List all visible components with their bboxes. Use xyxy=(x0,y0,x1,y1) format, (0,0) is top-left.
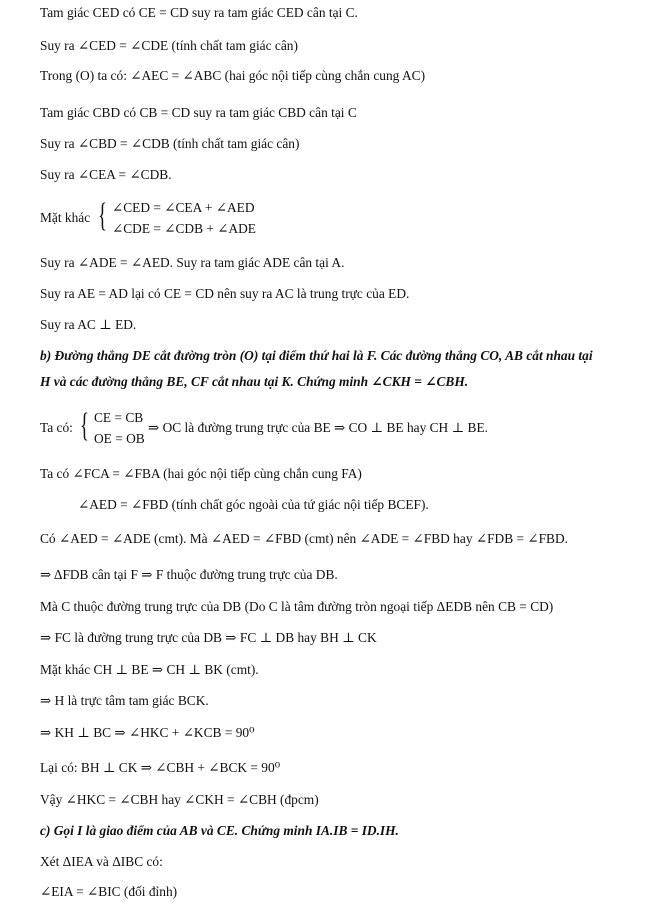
left-brace-icon: { xyxy=(80,407,89,444)
text-line: Suy ra AC ⊥ ED. xyxy=(40,317,137,332)
text-line: ⇒ H là trực tâm tam giác BCK. xyxy=(40,693,209,708)
text-line: ⇒ FC là đường trung trực của DB ⇒ FC ⊥ DB hay BH ⊥ CK xyxy=(40,630,377,645)
text-line: Tam giác CBD có CB = CD suy ra tam giác CBD cân tại C xyxy=(40,105,357,120)
section-heading: H và các đường thẳng BE, CF cắt nhau tại K. Chứng minh ∠CKH = ∠CBH. xyxy=(40,374,469,389)
text-line: Suy ra ∠ADE = ∠AED. Suy ra tam giác ADE cân tại A. xyxy=(40,255,345,270)
section-heading: c) Gọi I là giao điểm của AB và CE. Chứng minh IA.IB = ID.IH. xyxy=(40,823,399,838)
text-line: ∠EIA = ∠BIC (đối đỉnh) xyxy=(40,884,178,899)
text-line: Suy ra ∠CBD = ∠CDB (tính chất tam giác cân) xyxy=(40,136,300,151)
text-line: Tam giác CED có CE = CD suy ra tam giác CED cân tại C. xyxy=(40,5,358,20)
text-line: Mặt khác CH ⊥ BE ⇒ CH ⊥ BK (cmt). xyxy=(40,662,259,677)
system-row: CE = CB xyxy=(94,410,144,425)
system-row: OE = OB xyxy=(94,431,145,446)
text-line: Suy ra ∠CED = ∠CDE (tính chất tam giác cân) xyxy=(40,38,298,53)
system-prefix: Mặt khác xyxy=(40,210,91,225)
text-line: Ta có ∠FCA = ∠FBA (hai góc nội tiếp cùng chắn cung FA) xyxy=(40,466,362,481)
text-line: Mà C thuộc đường trung trực của DB (Do C là tâm đường tròn ngoại tiếp ΔEDB nên CB = CD) xyxy=(40,599,554,614)
text-line: Lại có: BH ⊥ CK ⇒ ∠CBH + ∠BCK = 90⁰ xyxy=(40,760,281,775)
system-row: ∠CED = ∠CEA + ∠AED xyxy=(112,200,255,215)
text-line: ⇒ KH ⊥ BC ⇒ ∠HKC + ∠KCB = 90⁰ xyxy=(40,725,255,740)
text-line: Suy ra AE = AD lại có CE = CD nên suy ra AC là trung trực của ED. xyxy=(40,286,410,301)
text-line: ∠AED = ∠FBD (tính chất góc ngoài của tứ giác nội tiếp BCEF). xyxy=(78,497,429,512)
section-heading: b) Đường thẳng DE cắt đường tròn (O) tại điểm thứ hai là F. Các đường thẳng CO, AB cắt nhau tại xyxy=(40,348,593,363)
text-line: Có ∠AED = ∠ADE (cmt). Mà ∠AED = ∠FBD (cmt) nên ∠ADE = ∠FBD hay ∠FDB = ∠FBD. xyxy=(40,531,568,546)
text-line: Vậy ∠HKC = ∠CBH hay ∠CKH = ∠CBH (đpcm) xyxy=(40,792,319,807)
text-line: ⇒ ΔFDB cân tại F ⇒ F thuộc đường trung trực của DB. xyxy=(40,567,338,582)
left-brace-icon: { xyxy=(98,197,107,234)
text-line: Trong (O) ta có: ∠AEC = ∠ABC (hai góc nội tiếp cùng chắn cung AC) xyxy=(40,68,426,83)
text-line: Suy ra ∠CEA = ∠CDB. xyxy=(40,167,172,182)
system-row: ∠CDE = ∠CDB + ∠ADE xyxy=(112,221,256,236)
system-suffix: ⇒ OC là đường trung trực của BE ⇒ CO ⊥ BE hay CH ⊥ BE. xyxy=(148,420,488,435)
text-line: Xét ΔIEA và ΔIBC có: xyxy=(40,854,163,869)
system-prefix: Ta có: xyxy=(40,420,73,435)
